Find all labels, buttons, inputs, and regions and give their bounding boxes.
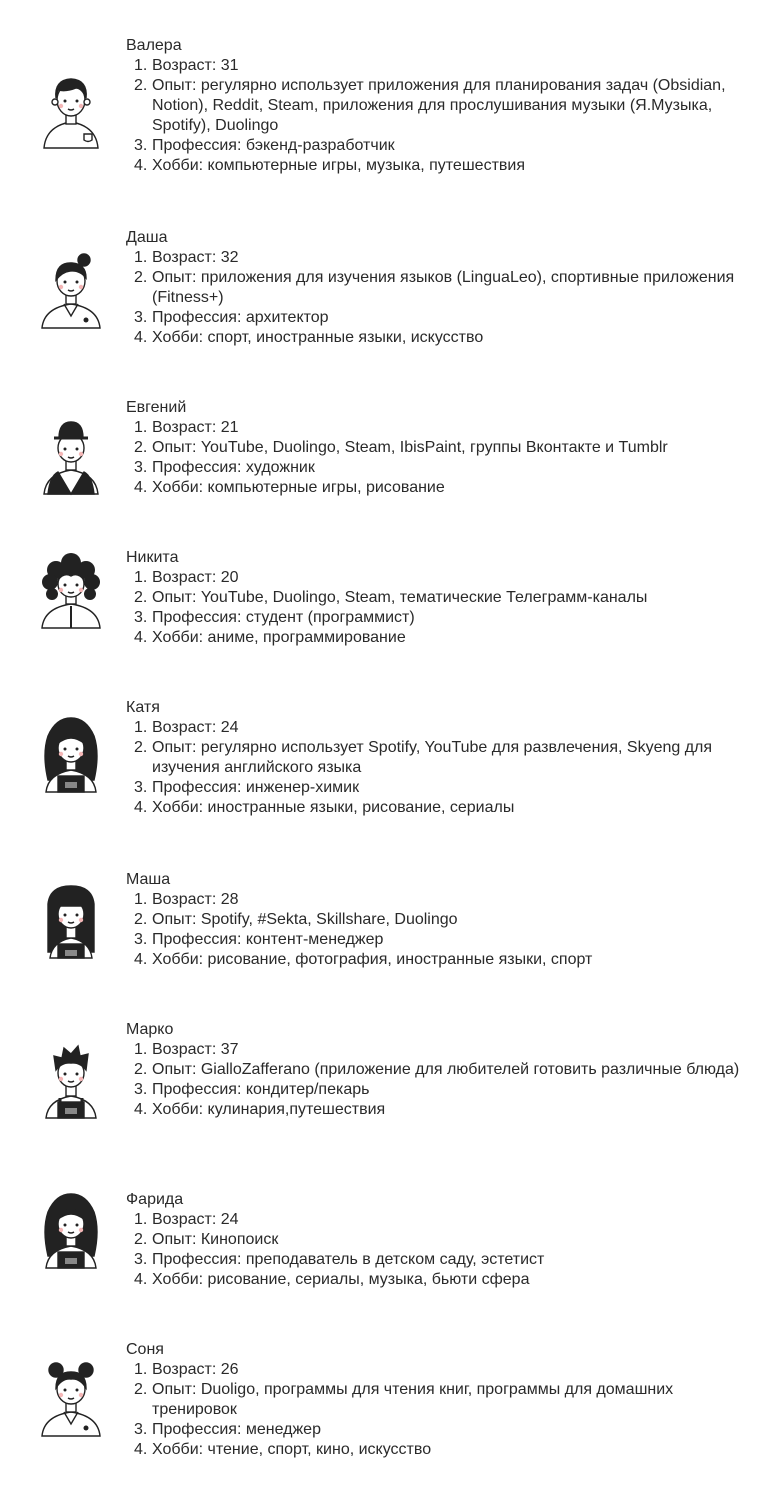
list-item: 2. Опыт: Кинопоиск — [126, 1230, 746, 1250]
list-item: 1. Возраст: 37 — [126, 1040, 746, 1060]
persona-name: Валера — [126, 37, 182, 54]
list-item: 1. Возраст: 24 — [126, 718, 746, 738]
woman-long-hair-overalls-avatar — [36, 714, 106, 794]
list-item: 1. Возраст: 31 — [126, 56, 746, 76]
persona-name: Катя — [126, 699, 160, 716]
persona-info — [126, 698, 746, 818]
list-item: 4. Хобби: иностранные языки, рисование, сериалы — [126, 798, 746, 818]
persona-details — [126, 890, 746, 970]
detail-age: Возраст: 26 — [152, 1361, 239, 1378]
list-item: 3. Профессия: инженер-химик — [126, 778, 746, 798]
man-bowler-hat-vest-avatar — [36, 416, 106, 496]
detail-experience: Опыт: регулярно использует Spotify, YouTube для развлечения, Skyeng для изучения английского языка — [152, 739, 713, 776]
woman-straight-long-hair-overalls-avatar — [36, 880, 106, 960]
list-item: 2. Опыт: YouTube, Duolingo, Steam, тематические Телеграмм-каналы — [126, 588, 746, 608]
detail-age: Возраст: 31 — [152, 57, 239, 74]
persona-info — [126, 228, 746, 348]
detail-profession: Профессия: менеджер — [152, 1421, 321, 1438]
persona-info — [126, 1190, 746, 1290]
persona-details — [126, 56, 746, 176]
list-item: 4. Хобби: компьютерные игры, музыка, путешествия — [126, 156, 746, 176]
detail-hobby: Хобби: компьютерные игры, музыка, путешествия — [152, 157, 525, 174]
list-item: 4. Хобби: аниме, программирование — [126, 628, 746, 648]
list-item: 2. Опыт: приложения для изучения языков (LinguaLeo), спортивные приложения (Fitness+) — [126, 268, 746, 308]
persona-details — [126, 1040, 746, 1120]
list-item: 2. Опыт: Spotify, #Sekta, Skillshare, Duolingo — [126, 910, 746, 930]
detail-profession: Профессия: архитектор — [152, 309, 329, 326]
detail-profession: Профессия: преподаватель в детском саду, эстетист — [152, 1251, 545, 1268]
persona-name: Евгений — [126, 399, 187, 416]
list-item: 3. Профессия: менеджер — [126, 1420, 746, 1440]
list-item: 1. Возраст: 32 — [126, 248, 746, 268]
persona-info — [126, 1340, 746, 1460]
detail-age: Возраст: 21 — [152, 419, 239, 436]
persona-name: Маша — [126, 871, 171, 888]
list-item: 2. Опыт: YouTube, Duolingo, Steam, IbisPaint, группы Вконтакте и Tumblr — [126, 438, 746, 458]
persona-details — [126, 1210, 746, 1290]
detail-profession: Профессия: инженер-химик — [152, 779, 360, 796]
list-item: 3. Профессия: студент (программист) — [126, 608, 746, 628]
detail-age: Возраст: 28 — [152, 891, 239, 908]
detail-profession: Профессия: студент (программист) — [152, 609, 415, 626]
persona-name: Никита — [126, 549, 179, 566]
persona-info — [126, 398, 746, 498]
list-item: 1. Возраст: 24 — [126, 1210, 746, 1230]
detail-hobby: Хобби: аниме, программирование — [152, 629, 406, 646]
detail-profession: Профессия: художник — [152, 459, 315, 476]
detail-experience: Опыт: GialloZafferano (приложение для любителей готовить различные блюда) — [152, 1061, 740, 1078]
list-item: 1. Возраст: 20 — [126, 568, 746, 588]
detail-profession: Профессия: бэкенд-разработчик — [152, 137, 395, 154]
list-item: 4. Хобби: рисование, сериалы, музыка, бьюти сфера — [126, 1270, 746, 1290]
list-item: 1. Возраст: 26 — [126, 1360, 746, 1380]
persona-name: Соня — [126, 1341, 164, 1358]
detail-age: Возраст: 20 — [152, 569, 239, 586]
persona-details — [126, 568, 746, 648]
persona-info — [126, 548, 746, 648]
detail-experience: Опыт: YouTube, Duolingo, Steam, тематические Телеграмм-каналы — [152, 589, 648, 606]
list-item: 4. Хобби: компьютерные игры, рисование — [126, 478, 746, 498]
persona-info — [126, 1020, 746, 1120]
list-item: 2. Опыт: Duoligo, программы для чтения книг, программы для домашних тренировок — [126, 1380, 746, 1420]
curly-hair-avatar — [36, 550, 106, 630]
detail-experience: Опыт: Spotify, #Sekta, Skillshare, Duolingo — [152, 911, 458, 928]
detail-experience: Опыт: регулярно использует приложения для планирования задач (Obsidian, Notion), Reddit, Steam, приложения для прослушивания музыки (Я.Музыка, Spotify), Duolingo — [152, 77, 726, 134]
persona-details — [126, 418, 746, 498]
list-item: 2. Опыт: регулярно использует Spotify, YouTube для развлечения, Skyeng для изучения английского языка — [126, 738, 746, 778]
detail-hobby: Хобби: компьютерные игры, рисование — [152, 479, 445, 496]
list-item: 3. Профессия: бэкенд-разработчик — [126, 136, 746, 156]
detail-profession: Профессия: контент-менеджер — [152, 931, 384, 948]
list-item: 3. Профессия: архитектор — [126, 308, 746, 328]
detail-age: Возраст: 24 — [152, 719, 239, 736]
detail-hobby: Хобби: рисование, фотография, иностранные языки, спорт — [152, 951, 593, 968]
detail-hobby: Хобби: спорт, иностранные языки, искусство — [152, 329, 484, 346]
detail-hobby: Хобби: иностранные языки, рисование, сериалы — [152, 799, 515, 816]
detail-hobby: Хобби: кулинария,путешествия — [152, 1101, 386, 1118]
list-item: 1. Возраст: 21 — [126, 418, 746, 438]
detail-age: Возраст: 37 — [152, 1041, 239, 1058]
list-item: 4. Хобби: чтение, спорт, кино, искусство — [126, 1440, 746, 1460]
persona-name: Даша — [126, 229, 168, 246]
persona-details — [126, 1360, 746, 1460]
list-item: 3. Профессия: преподаватель в детском саду, эстетист — [126, 1250, 746, 1270]
list-item: 3. Профессия: кондитер/пекарь — [126, 1080, 746, 1100]
persona-details — [126, 718, 746, 818]
man-short-hair-tshirt-avatar — [36, 70, 106, 150]
list-item: 2. Опыт: регулярно использует приложения для планирования задач (Obsidian, Notion), Reddit, Steam, приложения для прослушивания музыки (Я.Музыка, Spotify), Duolingo — [126, 76, 746, 136]
detail-experience: Опыт: приложения для изучения языков (LinguaLeo), спортивные приложения (Fitness+) — [152, 269, 735, 306]
detail-age: Возраст: 32 — [152, 249, 239, 266]
woman-long-hair-overalls-avatar — [36, 1190, 106, 1270]
list-item: 2. Опыт: GialloZafferano (приложение для любителей готовить различные блюда) — [126, 1060, 746, 1080]
detail-profession: Профессия: кондитер/пекарь — [152, 1081, 370, 1098]
detail-hobby: Хобби: рисование, сериалы, музыка, бьюти сфера — [152, 1271, 530, 1288]
list-item: 4. Хобби: спорт, иностранные языки, искусство — [126, 328, 746, 348]
list-item: 3. Профессия: художник — [126, 458, 746, 478]
detail-experience: Опыт: YouTube, Duolingo, Steam, IbisPaint, группы Вконтакте и Tumblr — [152, 439, 668, 456]
persona-name: Фарида — [126, 1191, 184, 1208]
persona-info — [126, 870, 746, 970]
detail-experience: Опыт: Кинопоиск — [152, 1231, 279, 1248]
list-item: 4. Хобби: рисование, фотография, иностранные языки, спорт — [126, 950, 746, 970]
persona-name: Марко — [126, 1021, 174, 1038]
list-item: 1. Возраст: 28 — [126, 890, 746, 910]
detail-hobby: Хобби: чтение, спорт, кино, искусство — [152, 1441, 432, 1458]
persona-details — [126, 248, 746, 348]
woman-bun-shirt-avatar — [36, 250, 106, 330]
list-item: 3. Профессия: контент-менеджер — [126, 930, 746, 950]
list-item: 4. Хобби: кулинария,путешествия — [126, 1100, 746, 1120]
man-spiky-hair-overalls-avatar — [36, 1040, 106, 1120]
detail-age: Возраст: 24 — [152, 1211, 239, 1228]
woman-double-buns-shirt-avatar — [36, 1358, 106, 1438]
detail-experience: Опыт: Duoligo, программы для чтения книг, программы для домашних тренировок — [152, 1381, 674, 1418]
persona-info — [126, 36, 746, 176]
